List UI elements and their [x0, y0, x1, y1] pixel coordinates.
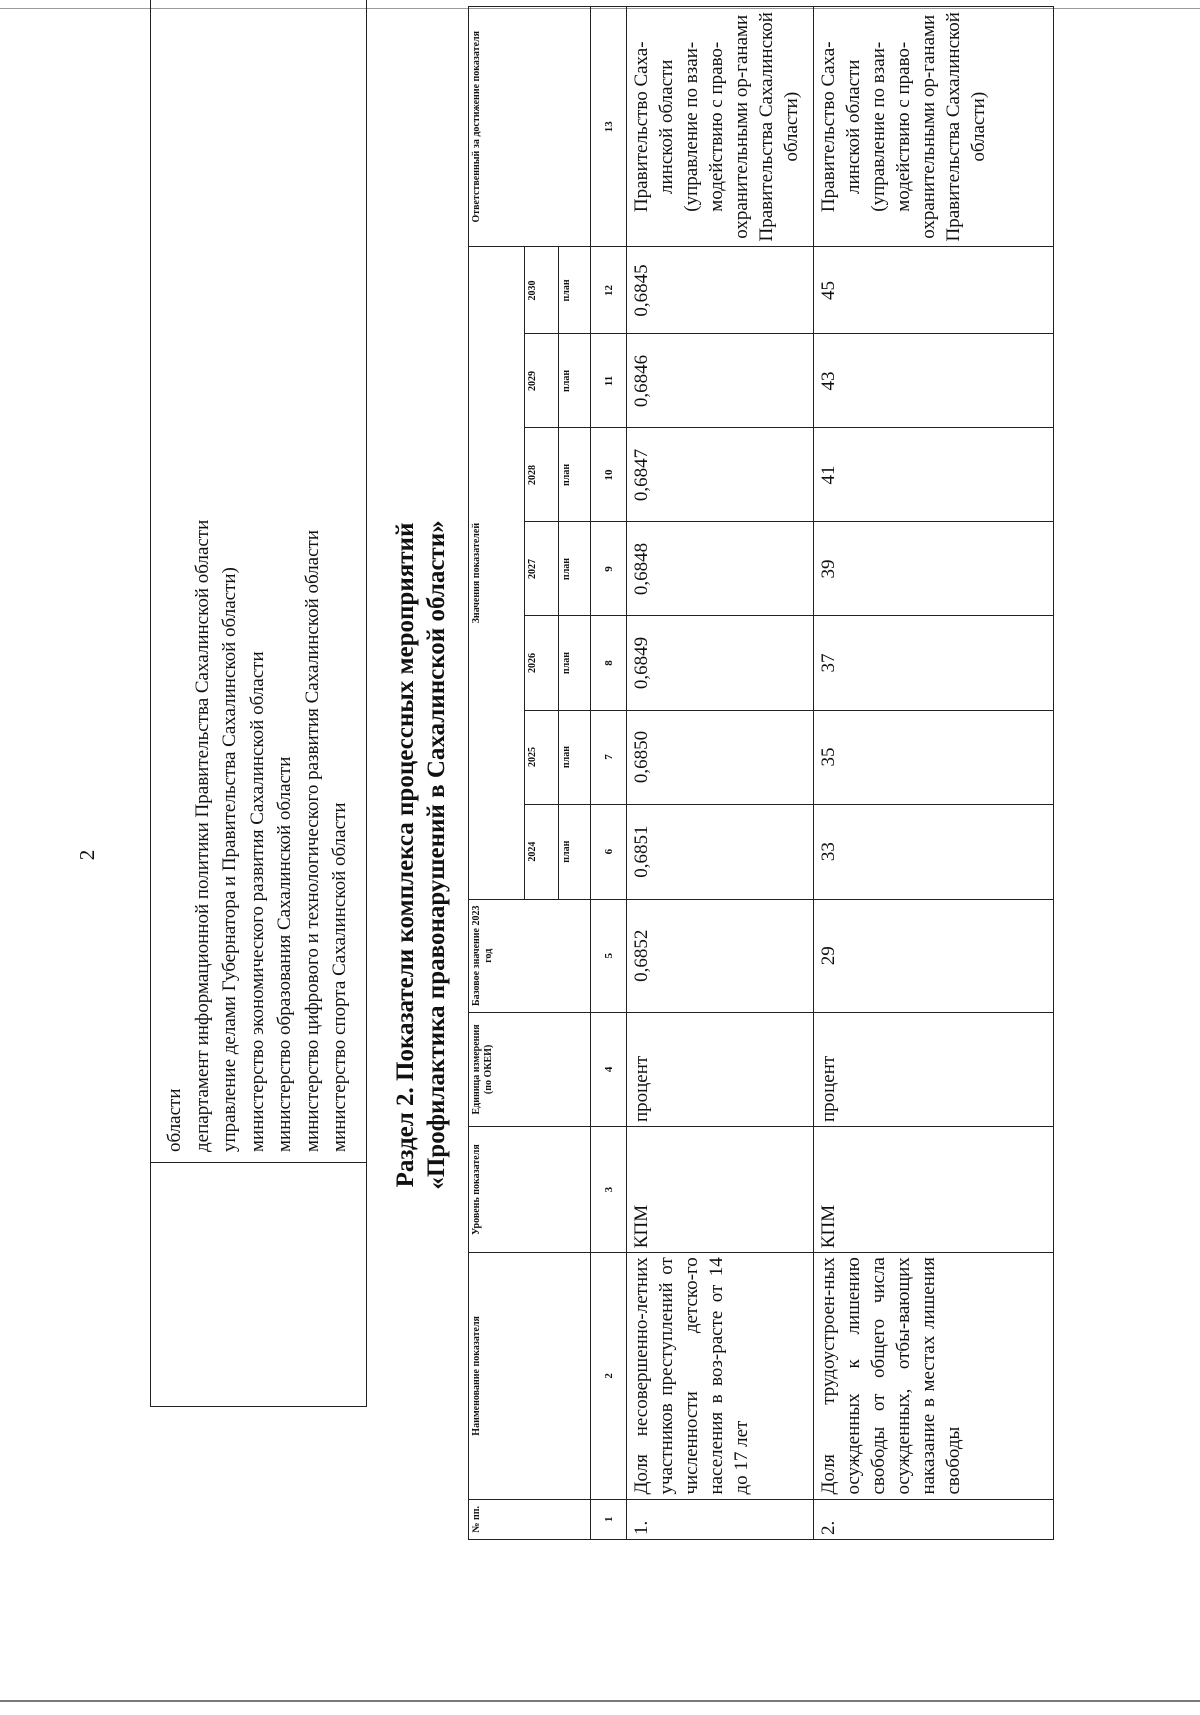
row-value-2027: 39 [814, 522, 1054, 616]
header-plan: план [559, 247, 591, 334]
row-level: КПМ [814, 1127, 1054, 1253]
header-plan: план [559, 428, 591, 522]
organizations-table [150, 0, 367, 1407]
organizations-list [151, 0, 366, 1162]
row-base-value: 29 [814, 899, 1054, 1012]
column-number: 5 [591, 899, 627, 1012]
row-base-value: 0,6852 [627, 899, 814, 1012]
column-number: 4 [591, 1012, 627, 1126]
column-number: 7 [591, 710, 627, 804]
header-unit: Единица измерения (по ОКЕИ) [469, 1012, 591, 1126]
column-number: 12 [591, 247, 627, 334]
page-number: 2 [75, 849, 99, 861]
row-indicator-name: Доля трудоустроен-ных осужденных к лишению свободы от общего числа осужденных, отбы-вающих наказание в местах лишения свободы [814, 1253, 1054, 1499]
row-unit: процент [814, 1012, 1054, 1126]
row-num: 2. [814, 1499, 1054, 1539]
header-values: Значения показателей [469, 247, 525, 899]
header-year: 2030 [525, 247, 559, 334]
row-value-2025: 0,6850 [627, 710, 814, 804]
section-title-line2: «Профилактика правонарушений в Сахалинской области» [423, 520, 450, 1190]
column-number: 13 [591, 7, 627, 247]
org-item: области [164, 1088, 185, 1152]
column-number: 10 [591, 428, 627, 522]
row-value-2030: 0,6845 [627, 247, 814, 334]
header-year: 2028 [525, 428, 559, 522]
table-row [627, 7, 814, 1540]
column-number: 9 [591, 522, 627, 616]
org-item: министерство цифрового и технологического развития Сахалинской области [301, 529, 323, 1152]
header-year: 2027 [525, 522, 559, 616]
header-level: Уровень показателя [469, 1127, 591, 1253]
header-year: 2024 [525, 804, 559, 899]
header-plan: план [559, 804, 591, 899]
org-item: департамент информационной политики Правительства Сахалинской области [191, 519, 213, 1152]
row-value-2026: 0,6849 [627, 616, 814, 710]
row-value-2027: 0,6848 [627, 522, 814, 616]
table-row [814, 7, 1054, 1540]
header-year: 2025 [525, 710, 559, 804]
header-plan: план [559, 616, 591, 710]
org-item: министерство образования Сахалинской области [274, 756, 295, 1152]
row-indicator-name: Доля несовершенно-летних участников преступлений от численности детско-го населения в воз-расте от 14 до 17 лет [627, 1253, 814, 1499]
header-year: 2029 [525, 334, 559, 428]
header-year: 2026 [525, 616, 559, 710]
column-number: 2 [591, 1253, 627, 1499]
indicators-table [468, 6, 1054, 1540]
header-plan: план [559, 334, 591, 428]
column-number: 1 [591, 1499, 627, 1539]
column-number: 3 [591, 1127, 627, 1253]
org-item: управление делами Губернатора и Правительства Сахалинской области) [219, 567, 240, 1152]
row-value-2025: 35 [814, 710, 1054, 804]
row-value-2029: 43 [814, 334, 1054, 428]
row-unit: процент [627, 1012, 814, 1126]
section-title-line1: Раздел 2. Показатели комплекса процессных мероприятий [392, 522, 419, 1188]
section-title [390, 355, 452, 1355]
row-responsible: Правительство Саха-линской области (управление по взаи-модействию с право-охранительными ор-ганами Правительства Сахалинской области) [627, 7, 814, 247]
row-value-2024: 33 [814, 804, 1054, 899]
header-plan: план [559, 710, 591, 804]
column-number: 11 [591, 334, 627, 428]
row-value-2024: 0,6851 [627, 804, 814, 899]
row-value-2029: 0,6846 [627, 334, 814, 428]
row-num: 1. [627, 1499, 814, 1539]
org-item: министерство экономического развития Сахалинской области [246, 651, 268, 1152]
row-value-2028: 41 [814, 428, 1054, 522]
header-base: Базовое значение 2023 год [469, 899, 591, 1012]
org-item: министерство спорта Сахалинской области [329, 802, 350, 1152]
row-value-2026: 37 [814, 616, 1054, 710]
row-value-2030: 45 [814, 247, 1054, 334]
column-number: 6 [591, 804, 627, 899]
organizations-empty-cell [151, 1162, 366, 1406]
row-level: КПМ [627, 1127, 814, 1253]
header-name: Наименование показателя [469, 1253, 591, 1499]
column-number: 8 [591, 616, 627, 710]
header-responsible: Ответственный за достижение показателя [469, 7, 591, 247]
header-num: № пп. [469, 1499, 591, 1539]
header-plan: план [559, 522, 591, 616]
row-responsible: Правительство Саха-линской области (управление по взаи-модействию с право-охранительными ор-ганами Правительства Сахалинской области) [814, 7, 1054, 247]
row-value-2028: 0,6847 [627, 428, 814, 522]
